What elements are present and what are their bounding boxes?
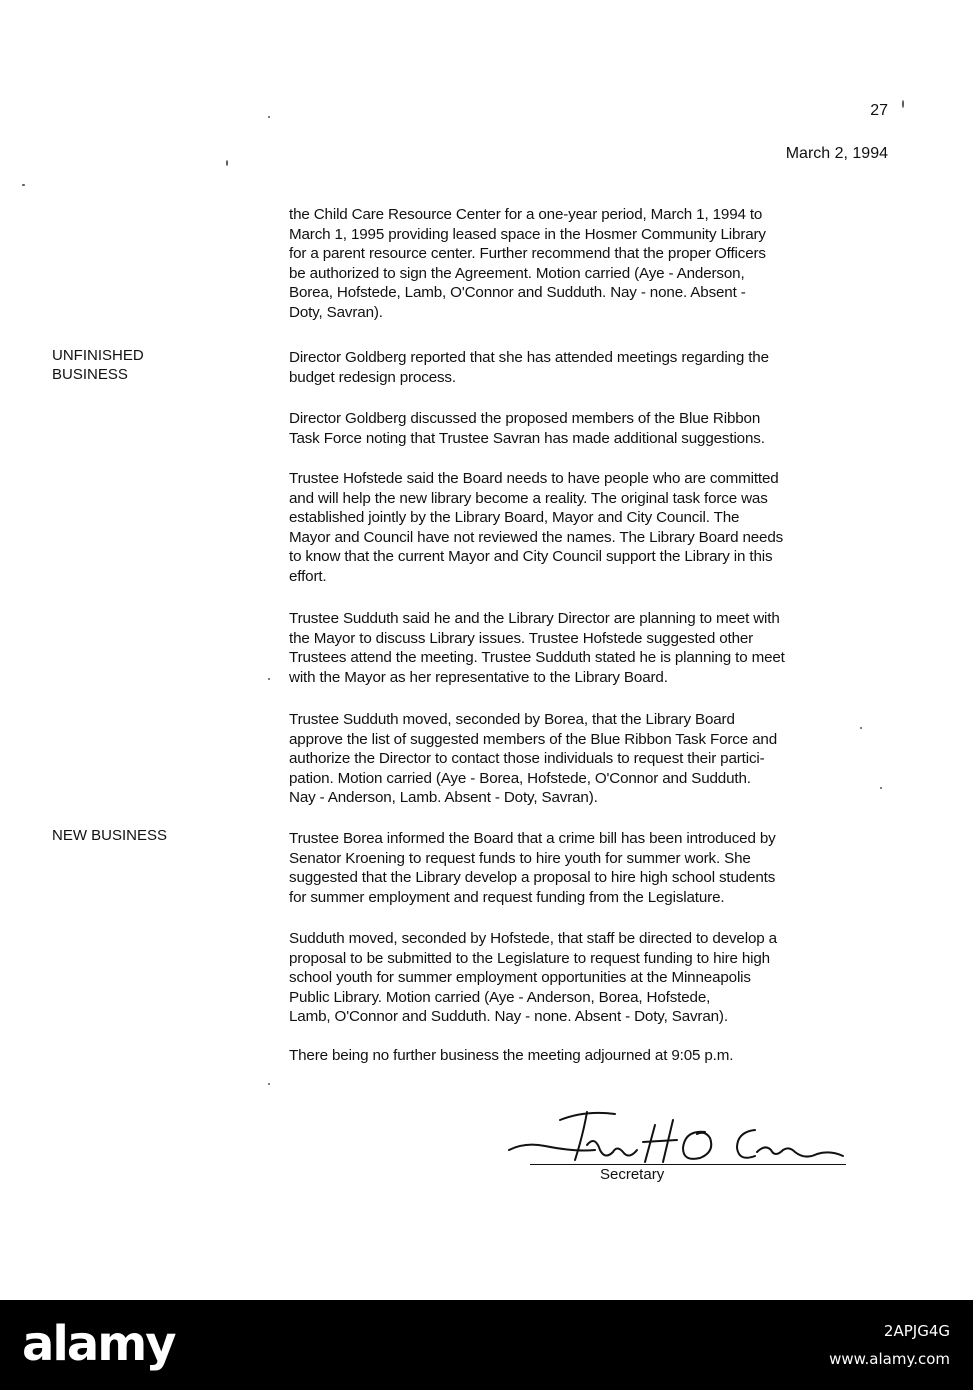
secretary-signature	[505, 1090, 850, 1170]
footer-url: www.alamy.com	[829, 1350, 950, 1368]
paragraph-crime-bill: Trustee Borea informed the Board that a crime bill has been introduced by Senator Kroening to request funds to hire youth for summer work. She suggested that the Library develop a proposal to hire high school students for summer employment and request funding from the Legislature.	[289, 830, 776, 906]
paragraph-blue-ribbon-members: Director Goldberg discussed the proposed members of the Blue Ribbon Task Force noting that Trustee Savran has made additional suggestions.	[289, 410, 765, 447]
paragraph-adjournment: There being no further business the meeting adjourned at 9:05 p.m.	[289, 1047, 734, 1064]
scan-speck	[22, 184, 25, 186]
document-date: March 2, 1994	[785, 145, 888, 162]
paragraph-hofstede-comments: Trustee Hofstede said the Board needs to have people who are committed and will help the new library become a reality. The original task force was established jointly by the Library Board, Mayor and City Council. The Mayor and Council have not reviewed the names. The Library Board needs to know that the current Mayor and City Council support the Library in this effort.	[289, 470, 784, 585]
signature-title: Secretary	[600, 1166, 665, 1183]
scan-speck	[860, 727, 862, 729]
section-label-unfinished-business: UNFINISHED BUSINESS	[52, 347, 144, 383]
paragraph-task-force-motion: Trustee Sudduth moved, seconded by Borea, that the Library Board approve the list of suggested members of the Blue Ribbon Task Force and authorize the Director to contact those individuals to request their partici- pation. Motion carried (Aye - Borea, Hofstede, O'Connor and Sudduth. Nay - Anderson, Lamb. Absent - Doty, Savran).	[289, 711, 778, 807]
scan-speck	[902, 100, 904, 108]
paragraph-budget-redesign: Director Goldberg reported that she has attended meetings regarding the budget redesign process.	[289, 349, 769, 386]
scan-speck	[268, 116, 270, 118]
alamy-logo: alamy	[22, 1316, 175, 1372]
signature-line	[530, 1164, 846, 1165]
scan-speck	[226, 160, 228, 166]
paragraph-child-care-agreement: the Child Care Resource Center for a one-year period, March 1, 1994 to March 1, 1995 providing leased space in the Hosmer Community Library for a parent resource center. Further recommend that the proper Officers be authorized to sign the Agreement. Motion carried (Aye - Anderson, Borea, Hofstede, Lamb, O'Connor and Sudduth. Nay - none. Absent - Doty, Savran).	[289, 206, 766, 321]
scan-speck	[268, 678, 270, 680]
section-label-new-business: NEW BUSINESS	[52, 827, 168, 844]
paragraph-legislature-motion: Sudduth moved, seconded by Hofstede, that staff be directed to develop a proposal to be submitted to the Legislature to request funding to hire high school youth for summer employment opportunities at the Minneapolis Public Library. Motion carried (Aye - Anderson, Borea, Hofstede, Lamb, O'Connor and Sudduth. Nay - none. Absent - Doty, Savran).	[289, 930, 777, 1026]
page-number: 27	[870, 102, 888, 119]
paragraph-mayor-meeting: Trustee Sudduth said he and the Library Director are planning to meet with the Mayor to discuss Library issues. Trustee Hofstede suggested other Trustees attend the meeting. Trustee Sudduth stated he is planning to meet with the Mayor as her representative to the Library Board.	[289, 610, 785, 686]
scan-speck	[880, 787, 882, 789]
image-id: 2APJG4G	[883, 1322, 950, 1340]
scan-speck	[268, 1083, 270, 1085]
